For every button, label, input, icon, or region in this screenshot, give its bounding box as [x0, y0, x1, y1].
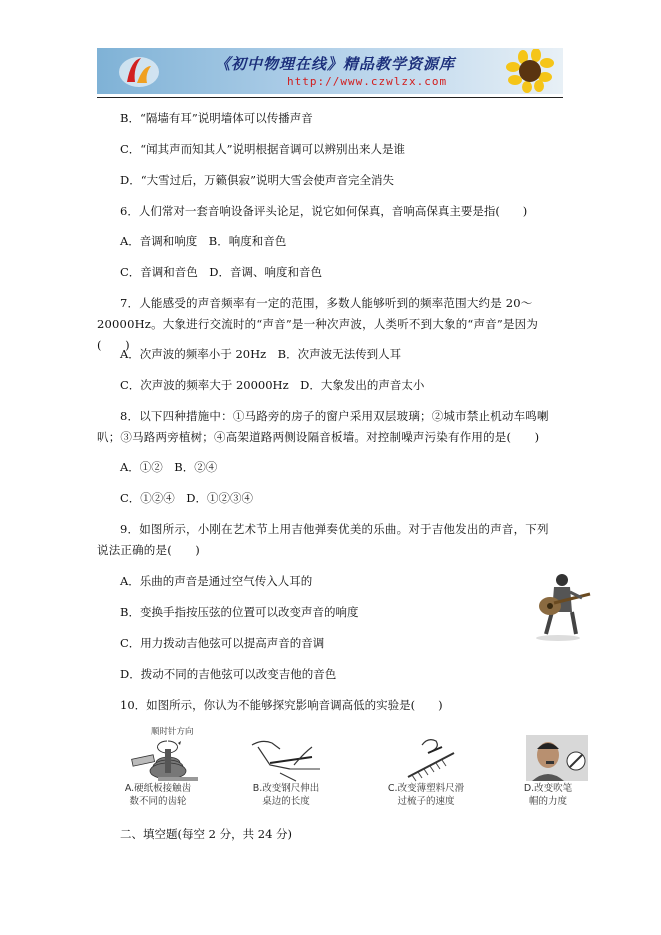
banner-title: 《初中物理在线》精品教学资源库	[215, 55, 456, 73]
boy-blowing-figure	[526, 735, 588, 781]
q5-option-b: B．“隔墙有耳”说明墙体可以传播声音	[120, 111, 313, 125]
q9-option-b: B．变换手指按压弦的位置可以改变声音的响度	[120, 605, 359, 619]
fig-a-caption-line1: A.硬纸板接触齿	[124, 783, 192, 794]
fig-c-caption-line1: C.改变薄塑料尺滑	[387, 783, 465, 794]
header-rule	[97, 97, 563, 98]
q8-options-ab: A．①② B．②④	[120, 460, 218, 474]
q8-stem: 8．以下四种措施中：①马路旁的房子的窗户采用双层玻璃；②城市禁止机动车鸣喇叭；③马路两旁植树；④高架道路两侧设隔音板墙。对控制噪声污染有作用的是( )	[97, 409, 549, 444]
q7-stem: 7．人能感受的声音频率有一定的范围，多数人能够听到的频率范围大约是 20～20000Hz。大象进行交流时的“声音”是一种次声波，人类听不到大象的“声音”是因为( )	[97, 296, 539, 352]
fig-c-caption-line2: 过梳子的速度	[397, 796, 455, 807]
q5-option-d: D．“大雪过后，万籁俱寂”说明大雪会使声音完全消失	[120, 173, 394, 187]
q10-stem: 10．如图所示，你认为不能够探究影响音调高低的实验是( )	[120, 698, 443, 712]
q6-stem: 6．人们常对一套音响设备评头论足，说它如何保真，音响高保真主要是指( )	[120, 204, 528, 218]
q7-options-cd: C．次声波的频率大于 20000Hz D．大象发出的声音太小	[120, 378, 425, 392]
steel-ruler-figure	[250, 735, 322, 783]
q9-option-a: A．乐曲的声音是通过空气传入人耳的	[120, 574, 313, 588]
q9-option-c: C．用力拨动吉他弦可以提高声音的音调	[120, 636, 325, 650]
q6-options-cd: C．音调和音色 D．音调、响度和音色	[120, 265, 323, 279]
q9-option-d: D．拨动不同的吉他弦可以改变吉他的音色	[120, 667, 337, 681]
header-banner	[97, 48, 563, 94]
q6-options-ab: A．音调和响度 B．响度和音色	[120, 234, 287, 248]
guitar-player-figure	[524, 570, 594, 642]
section-2-heading: 二、填空题(每空 2 分，共 24 分)	[120, 827, 293, 841]
comb-figure	[398, 735, 464, 783]
q9-stem: 9．如图所示，小刚在艺术节上用吉他弹奏优美的乐曲。对于吉他发出的声音，下列说法正确的是( )	[97, 522, 549, 557]
fig-d-caption-line2: 帽的力度	[528, 796, 567, 807]
q7-options-ab: A．次声波的频率小于 20Hz B．次声波无法传到人耳	[120, 347, 402, 361]
gear-wheel-figure	[128, 737, 210, 781]
banner-url: http://www.czwlzx.com	[287, 75, 448, 88]
logo-icon	[117, 52, 161, 90]
q5-option-c: C．“闻其声而知其人”说明根据音调可以辨别出来人是谁	[120, 142, 406, 156]
fig-b-caption-line1: B.改变钢尺伸出	[252, 783, 320, 794]
fig-a-label: 顺时针方向	[151, 727, 194, 737]
fig-a-caption-line2: 数不同的齿轮	[129, 796, 187, 807]
fig-b-caption-line2: 桌边的长度	[262, 796, 310, 807]
q8-options-cd: C．①②④ D．①②③④	[120, 491, 254, 505]
fig-d-caption-line1: D.改变吹笔	[523, 783, 573, 794]
sunflower-icon	[505, 49, 557, 93]
